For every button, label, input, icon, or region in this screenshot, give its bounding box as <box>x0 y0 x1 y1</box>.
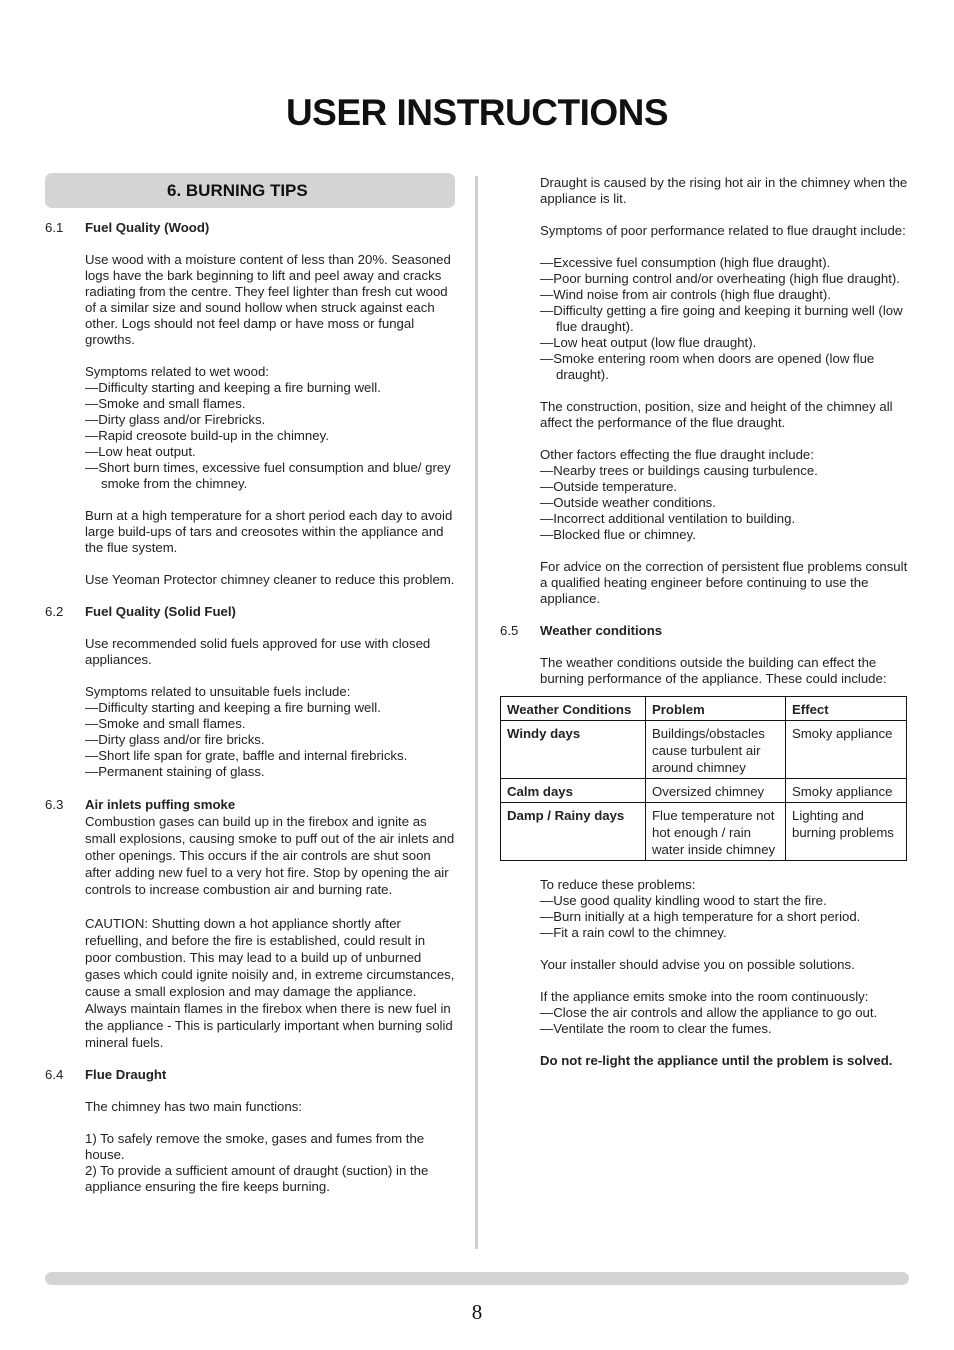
list-item: —Blocked flue or chimney. <box>540 527 696 542</box>
list-intro: To reduce these problems: <box>540 877 696 892</box>
list-item: —Nearby trees or buildings causing turbulence. <box>540 463 818 478</box>
subsection-title: Fuel Quality (Solid Fuel) <box>85 604 236 619</box>
subsection-title: Flue Draught <box>85 1067 167 1082</box>
subsection-6-4-continued <box>540 173 910 607</box>
table-cell: Smoky appliance <box>786 721 907 779</box>
list-item: —Low heat output (low flue draught). <box>540 335 757 350</box>
list-item: —Close the air controls and allow the appliance to go out. <box>540 1005 878 1020</box>
paragraph: The chimney has two main functions: <box>85 1099 302 1114</box>
section-header <box>45 173 455 208</box>
paragraph: Use Yeoman Protector chimney cleaner to reduce this problem. <box>85 572 455 587</box>
list-item: —Smoke entering room when doors are opened (low flue draught). <box>540 351 875 382</box>
list-item: —Rapid creosote build-up in the chimney. <box>85 428 329 443</box>
table-cell: Oversized chimney <box>646 779 786 803</box>
symptom-list <box>540 255 910 383</box>
subsection-number: 6.3 <box>45 797 64 812</box>
warning-text: Do not re-light the appliance until the problem is solved. <box>540 1053 893 1068</box>
paragraph: 1) To safely remove the smoke, gases and fumes from the house. <box>85 1131 425 1162</box>
subsection-number: 6.5 <box>500 623 519 638</box>
paragraph: Your installer should advise you on possible solutions. <box>540 957 855 972</box>
table-cell: Flue temperature not hot enough / rain water inside chimney <box>646 803 786 861</box>
caution-paragraph: CAUTION: Shutting down a hot appliance shortly after refuelling, and before the fire is established, could result in poor combustion. This may lead to a build up of unburned gases which could ignite noisily and, in extreme circumstances, cause a small explosion and may damage the appliance. Always maintain flames in the firebox when there is new fuel in the appliance - This is particularly important when burning solid mineral fuels. <box>85 916 455 1050</box>
paragraph: 2) To provide a sufficient amount of draught (suction) in the appliance ensuring the fire keeps burning. <box>85 1163 429 1194</box>
section-header-label: 6. BURNING TIPS <box>167 180 308 200</box>
subsection-6-2-heading <box>45 604 455 620</box>
weather-table <box>500 696 907 861</box>
list-item: —Fit a rain cowl to the chimney. <box>540 925 727 940</box>
paragraph: Combustion gases can build up in the firebox and ignite as small explosions, causing smoke to puff out of the air inlets and other openings. This occurs if the air controls are shut soon after adding new fuel to a very hot fire. Stop by opening the air controls to increase combustion air and burning rate. <box>85 814 455 897</box>
table-cell: Smoky appliance <box>786 779 907 803</box>
subsection-title: Weather conditions <box>540 623 663 638</box>
action-list <box>540 1005 910 1037</box>
paragraph: The weather conditions outside the building can effect the burning performance of the appliance. These could include: <box>540 655 887 686</box>
page-title: USER INSTRUCTIONS <box>285 92 669 133</box>
paragraph: Draught is caused by the rising hot air in the chimney when the appliance is lit. <box>540 175 908 206</box>
remedy-list <box>540 893 910 941</box>
subsection-6-1-heading <box>45 220 455 236</box>
table-header-row <box>501 697 907 721</box>
list-item: —Short burn times, excessive fuel consumption and blue/ grey smoke from the chimney. <box>85 460 451 491</box>
column-header: Problem <box>646 697 786 721</box>
paragraph: Use recommended solid fuels approved for use with closed appliances. <box>85 636 431 667</box>
list-item: —Low heat output. <box>85 444 196 459</box>
list-item: —Outside temperature. <box>540 479 678 494</box>
subsection-6-3-heading <box>45 797 455 813</box>
subsection-number: 6.4 <box>45 1067 64 1082</box>
table-row <box>501 721 907 779</box>
right-column <box>500 173 910 1069</box>
subsection-6-5-intro <box>540 639 910 687</box>
list-item: —Poor burning control and/or overheating (high flue draught). <box>540 271 900 286</box>
left-column <box>45 173 455 1195</box>
list-item: —Burn initially at a high temperature for a short period. <box>540 909 861 924</box>
subsection-6-3-body <box>85 813 455 1051</box>
list-intro: If the appliance emits smoke into the room continuously: <box>540 989 869 1004</box>
list-item: —Difficulty starting and keeping a fire burning well. <box>85 700 381 715</box>
subsection-6-2-body <box>85 620 455 780</box>
paragraph: For advice on the correction of persistent flue problems consult a qualified heating engineer before continuing to use the appliance. <box>540 559 908 606</box>
subsection-6-5-heading <box>500 623 910 639</box>
subsection-6-1-body <box>85 236 455 588</box>
table-cell: Buildings/obstacles cause turbulent air around chimney <box>646 721 786 779</box>
list-item: —Smoke and small flames. <box>85 396 246 411</box>
list-item: —Permanent staining of glass. <box>85 764 265 779</box>
page-number: 8 <box>471 1300 483 1324</box>
subsection-6-4-heading <box>45 1067 455 1083</box>
subsection-title: Fuel Quality (Wood) <box>85 220 210 235</box>
list-item: —Dirty glass and/or Firebricks. <box>85 412 266 427</box>
table-row <box>501 779 907 803</box>
paragraph: Use wood with a moisture content of less than 20%. Seasoned logs have the bark beginning to lift and peel away and cracks radiating from the centre. They feel lighter than fresh cut wood of a similar size and sound hollow when struck against each other. Logs should not feel damp or have moss or fungal growths. <box>85 252 451 347</box>
column-divider <box>475 176 478 1249</box>
paragraph: The construction, position, size and height of the chimney all affect the performance of the flue draught. <box>540 399 893 430</box>
subsection-number: 6.1 <box>45 220 64 235</box>
list-item: —Wind noise from air controls (high flue draught). <box>540 287 831 302</box>
table-row <box>501 803 907 861</box>
table-cell: Lighting and burning problems <box>786 803 907 861</box>
subsection-number: 6.2 <box>45 604 64 619</box>
list-intro: Symptoms related to unsuitable fuels include: <box>85 684 351 699</box>
list-intro: Symptoms of poor performance related to flue draught include: <box>540 223 906 238</box>
list-item: —Difficulty starting and keeping a fire burning well. <box>85 380 381 395</box>
list-item: —Use good quality kindling wood to start the fire. <box>540 893 827 908</box>
list-item: —Outside weather conditions. <box>540 495 716 510</box>
symptom-list <box>85 700 455 780</box>
list-item: —Excessive fuel consumption (high flue draught). <box>540 255 831 270</box>
subsection-title: Air inlets puffing smoke <box>85 797 236 812</box>
table-cell: Damp / Rainy days <box>501 803 646 861</box>
list-item: —Short life span for grate, baffle and internal firebricks. <box>85 748 408 763</box>
subsection-6-5-body <box>540 861 910 1069</box>
list-item: —Dirty glass and/or fire bricks. <box>85 732 265 747</box>
paragraph: Burn at a high temperature for a short period each day to avoid large build-ups of tars and creosotes within the appliance and the flue system. <box>85 508 453 555</box>
column-header: Effect <box>786 697 907 721</box>
table-cell: Calm days <box>501 779 646 803</box>
footer-bar <box>45 1272 909 1285</box>
list-item: —Ventilate the room to clear the fumes. <box>540 1021 772 1036</box>
list-intro: Symptoms related to wet wood: <box>85 364 269 379</box>
list-item: —Smoke and small flames. <box>85 716 246 731</box>
column-header: Weather Conditions <box>501 697 646 721</box>
list-intro: Other factors effecting the flue draught include: <box>540 447 814 462</box>
list-item: —Incorrect additional ventilation to building. <box>540 511 796 526</box>
factor-list <box>540 463 910 543</box>
symptom-list <box>85 380 455 492</box>
list-item: —Difficulty getting a fire going and keeping it burning well (low flue draught). <box>540 303 903 334</box>
table-cell: Windy days <box>501 721 646 779</box>
subsection-6-4-body <box>85 1083 455 1195</box>
